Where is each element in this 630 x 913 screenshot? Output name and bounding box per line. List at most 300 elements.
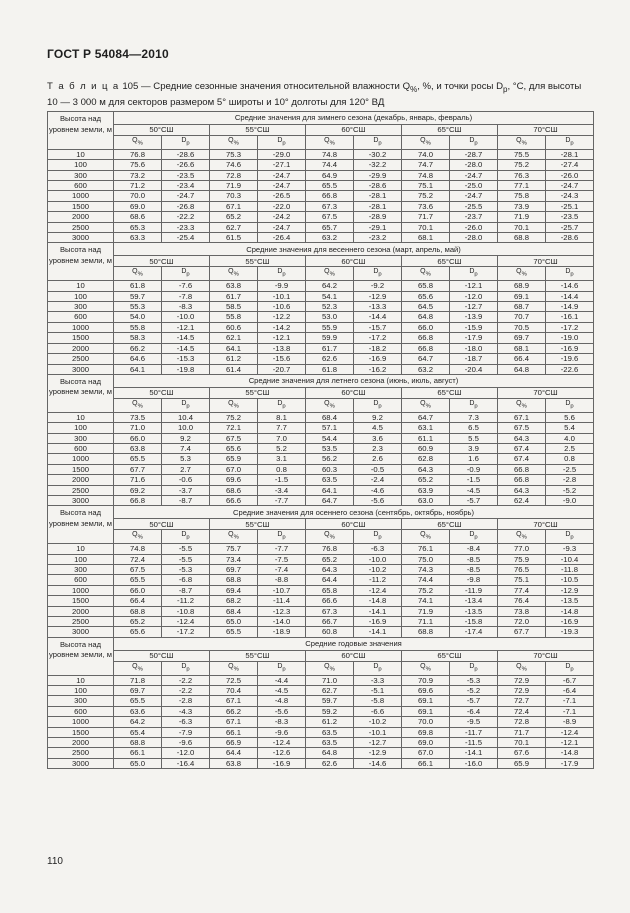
- humidity-cell: 64.4: [210, 748, 258, 758]
- q-subscript: %: [425, 140, 431, 147]
- dewpoint-cell: -23.5: [162, 170, 210, 180]
- dewpoint-cell: -16.9: [258, 758, 306, 768]
- table-row: [48, 575, 594, 585]
- dewpoint-cell: -24.7: [258, 181, 306, 191]
- d-label: D: [181, 268, 187, 276]
- dewpoint-cell: -5.1: [354, 686, 402, 696]
- d-label: D: [181, 662, 187, 670]
- humidity-cell: 64.3: [498, 433, 546, 443]
- humidity-cell: 61.7: [210, 291, 258, 301]
- humidity-cell: 74.1: [402, 596, 450, 606]
- q-label: Q: [228, 662, 234, 670]
- table-row: [48, 212, 594, 222]
- latitude-header: 55°СШ: [210, 256, 306, 267]
- q-subscript: %: [137, 534, 143, 541]
- q-subscript: %: [425, 271, 431, 278]
- humidity-cell: 68.8: [114, 738, 162, 748]
- q-subscript: %: [425, 403, 431, 410]
- humidity-cell: 66.8: [114, 495, 162, 505]
- dewpoint-cell: -12.4: [546, 727, 594, 737]
- document-header: ГОСТ Р 54084—2010: [47, 47, 169, 61]
- table-row: [48, 596, 594, 606]
- q-label: Q: [132, 137, 138, 144]
- d-subscript: p: [186, 140, 190, 147]
- latitude-header: 60°СШ: [306, 256, 402, 267]
- q-column-header: [498, 661, 546, 675]
- latitude-header: 70°СШ: [498, 256, 594, 267]
- q-column-header: [402, 398, 450, 412]
- caption-text-line2: 10 — 3 000 м для секторов размером 5° широты и 10° долготы для 120° ВД: [47, 96, 385, 108]
- table-row: [48, 291, 594, 301]
- season-title: Средние значения для весеннего сезона (март, апрель, май): [114, 243, 594, 256]
- d-subscript: p: [378, 534, 382, 541]
- altitude-cell: 100: [48, 686, 114, 696]
- d-column-header: [546, 398, 594, 412]
- altitude-cell: 10: [48, 412, 114, 422]
- humidity-cell: 69.2: [114, 485, 162, 495]
- dewpoint-cell: 3.6: [354, 433, 402, 443]
- d-label: D: [373, 268, 379, 276]
- dewpoint-cell: -20.4: [450, 364, 498, 374]
- dewpoint-cell: -14.1: [450, 748, 498, 758]
- latitude-row: [48, 387, 594, 398]
- dewpoint-cell: -15.6: [258, 354, 306, 364]
- humidity-cell: 63.5: [306, 727, 354, 737]
- humidity-cell: 72.4: [498, 706, 546, 716]
- q-column-header: [210, 661, 258, 675]
- humidity-cell: 60.3: [306, 464, 354, 474]
- dewpoint-cell: -30.2: [354, 149, 402, 159]
- dewpoint-cell: -14.8: [354, 596, 402, 606]
- humidity-cell: 72.8: [210, 170, 258, 180]
- dewpoint-cell: -2.4: [354, 475, 402, 485]
- dewpoint-cell: 8.1: [258, 412, 306, 422]
- altitude-header: Высота над уровнем земли, м: [48, 243, 114, 281]
- dewpoint-cell: -9.5: [450, 717, 498, 727]
- dewpoint-cell: -12.6: [258, 748, 306, 758]
- q-column-header: [114, 398, 162, 412]
- table-row: [48, 443, 594, 453]
- humidity-cell: 70.1: [498, 738, 546, 748]
- humidity-cell: 75.7: [210, 544, 258, 554]
- humidity-cell: 77.4: [498, 585, 546, 595]
- d-column-header: [450, 267, 498, 281]
- d-subscript: p: [378, 271, 382, 278]
- altitude-cell: 10: [48, 544, 114, 554]
- dewpoint-cell: -12.3: [258, 606, 306, 616]
- d-subscript: p: [474, 140, 478, 147]
- humidity-cell: 69.0: [402, 738, 450, 748]
- dewpoint-cell: -28.0: [450, 233, 498, 243]
- humidity-cell: 65.9: [210, 454, 258, 464]
- dewpoint-cell: -12.9: [354, 291, 402, 301]
- latitude-row: [48, 650, 594, 661]
- q-label: Q: [132, 531, 138, 539]
- table-row: [48, 485, 594, 495]
- humidity-cell: 64.7: [402, 412, 450, 422]
- table-row: [48, 564, 594, 574]
- d-column-header: [546, 530, 594, 544]
- dewpoint-cell: -28.6: [546, 233, 594, 243]
- humidity-cell: 65.5: [114, 575, 162, 585]
- altitude-cell: 600: [48, 706, 114, 716]
- humidity-cell: 72.0: [498, 617, 546, 627]
- altitude-cell: 1500: [48, 333, 114, 343]
- humidity-cell: 74.8: [402, 170, 450, 180]
- humidity-cell: 76.5: [498, 564, 546, 574]
- dewpoint-cell: 3.1: [258, 454, 306, 464]
- dewpoint-cell: -14.2: [258, 322, 306, 332]
- q-subscript: %: [521, 140, 527, 147]
- q-column-header: [210, 136, 258, 150]
- page-number: 110: [47, 856, 63, 867]
- altitude-cell: 1500: [48, 727, 114, 737]
- d-column-header: [258, 398, 306, 412]
- dewpoint-cell: -24.7: [258, 170, 306, 180]
- humidity-cell: 67.1: [498, 412, 546, 422]
- dewpoint-cell: -11.5: [450, 738, 498, 748]
- dewpoint-cell: -12.0: [450, 291, 498, 301]
- latitude-header: 65°СШ: [402, 650, 498, 661]
- humidity-cell: 68.8: [498, 233, 546, 243]
- humidity-cell: 75.2: [498, 160, 546, 170]
- d-subscript: p: [378, 403, 382, 410]
- dewpoint-cell: 3.9: [450, 443, 498, 453]
- dewpoint-cell: -9.2: [354, 281, 402, 291]
- q-subscript: %: [137, 666, 143, 673]
- q-label: Q: [516, 662, 522, 670]
- dewpoint-cell: -14.1: [354, 627, 402, 637]
- dewpoint-cell: -12.2: [258, 312, 306, 322]
- dewpoint-cell: -25.1: [546, 201, 594, 211]
- humidity-cell: 69.1: [498, 291, 546, 301]
- dewpoint-cell: -10.8: [162, 606, 210, 616]
- caption-table-number: 105: [122, 81, 139, 92]
- humidity-cell: 76.8: [114, 149, 162, 159]
- humidity-cell: 65.7: [306, 222, 354, 232]
- dewpoint-cell: 5.4: [546, 423, 594, 433]
- altitude-cell: 100: [48, 291, 114, 301]
- humidity-cell: 69.7: [114, 686, 162, 696]
- dewpoint-cell: -12.4: [162, 617, 210, 627]
- humidity-cell: 63.5: [306, 738, 354, 748]
- q-label: Q: [228, 531, 234, 539]
- humidity-cell: 74.8: [306, 149, 354, 159]
- d-subscript: p: [282, 534, 286, 541]
- d-column-header: [450, 661, 498, 675]
- humidity-cell: 64.8: [306, 748, 354, 758]
- humidity-cell: 62.8: [402, 454, 450, 464]
- table-row: [48, 433, 594, 443]
- d-label: D: [469, 399, 475, 407]
- humidity-cell: 67.7: [498, 627, 546, 637]
- q-column-header: [114, 267, 162, 281]
- dewpoint-cell: -26.8: [162, 201, 210, 211]
- latitude-header: 60°СШ: [306, 125, 402, 136]
- q-column-header: [306, 398, 354, 412]
- dewpoint-cell: -14.0: [258, 617, 306, 627]
- humidity-cell: 61.8: [306, 364, 354, 374]
- d-label: D: [277, 662, 283, 670]
- table-row: [48, 149, 594, 159]
- q-label: Q: [324, 662, 330, 670]
- d-subscript: p: [378, 140, 382, 147]
- altitude-cell: 2000: [48, 738, 114, 748]
- humidity-cell: 68.7: [498, 302, 546, 312]
- humidity-cell: 69.1: [402, 706, 450, 716]
- humidity-cell: 65.2: [306, 554, 354, 564]
- dewpoint-cell: -8.5: [450, 564, 498, 574]
- dewpoint-cell: -5.3: [450, 675, 498, 685]
- d-label: D: [469, 268, 475, 276]
- dewpoint-cell: -14.1: [354, 606, 402, 616]
- humidity-cell: 71.9: [402, 606, 450, 616]
- dewpoint-cell: -15.7: [354, 322, 402, 332]
- humidity-cell: 63.0: [402, 495, 450, 505]
- humidity-cell: 66.4: [498, 354, 546, 364]
- dewpoint-cell: -16.9: [354, 354, 402, 364]
- dewpoint-cell: -15.3: [162, 354, 210, 364]
- altitude-header: Высота над уровнем земли, м: [48, 374, 114, 412]
- table-row: [48, 617, 594, 627]
- humidity-cell: 65.2: [210, 212, 258, 222]
- humidity-cell: 76.8: [306, 544, 354, 554]
- humidity-cell: 65.4: [114, 727, 162, 737]
- dewpoint-cell: -8.5: [450, 554, 498, 564]
- dewpoint-cell: -7.7: [258, 544, 306, 554]
- dewpoint-cell: -24.3: [546, 191, 594, 201]
- dewpoint-cell: -23.5: [546, 212, 594, 222]
- dewpoint-cell: -11.4: [258, 596, 306, 606]
- d-column-header: [162, 530, 210, 544]
- humidity-cell: 64.3: [402, 464, 450, 474]
- q-subscript: %: [521, 271, 527, 278]
- humidity-cell: 61.1: [402, 433, 450, 443]
- humidity-cell: 66.8: [402, 333, 450, 343]
- dewpoint-cell: -11.7: [450, 727, 498, 737]
- d-label: D: [469, 662, 475, 670]
- humidity-cell: 68.4: [210, 606, 258, 616]
- latitude-header: 65°СШ: [402, 125, 498, 136]
- humidity-cell: 63.8: [114, 443, 162, 453]
- dewpoint-cell: -6.4: [546, 686, 594, 696]
- dewpoint-cell: -29.0: [258, 149, 306, 159]
- q-subscript: %: [425, 534, 431, 541]
- dewpoint-cell: -27.4: [546, 160, 594, 170]
- humidity-cell: 70.0: [114, 191, 162, 201]
- dewpoint-cell: -3.4: [258, 485, 306, 495]
- dewpoint-cell: -11.2: [162, 596, 210, 606]
- humidity-cell: 66.1: [114, 748, 162, 758]
- d-label: D: [181, 531, 187, 539]
- dewpoint-cell: -6.4: [450, 706, 498, 716]
- humidity-cell: 64.8: [402, 312, 450, 322]
- humidity-cell: 62.6: [306, 354, 354, 364]
- humidity-cell: 64.6: [114, 354, 162, 364]
- dewpoint-cell: -24.7: [546, 181, 594, 191]
- caption-text-part3: , °С, для высоты: [507, 81, 582, 92]
- q-column-header: [210, 267, 258, 281]
- table-row: [48, 627, 594, 637]
- d-label: D: [373, 662, 379, 670]
- q-subscript: %: [329, 271, 335, 278]
- humidity-cell: 67.1: [210, 201, 258, 211]
- dewpoint-cell: -14.8: [546, 748, 594, 758]
- humidity-cell: 62.7: [210, 222, 258, 232]
- dewpoint-cell: -18.0: [450, 343, 498, 353]
- humidity-cell: 71.1: [402, 617, 450, 627]
- q-column-header: [402, 136, 450, 150]
- altitude-cell: 3000: [48, 758, 114, 768]
- dewpoint-cell: -13.4: [450, 596, 498, 606]
- d-subscript: p: [282, 140, 286, 147]
- dewpoint-cell: 6.5: [450, 423, 498, 433]
- humidity-cell: 52.3: [306, 302, 354, 312]
- altitude-cell: 300: [48, 564, 114, 574]
- humidity-cell: 65.9: [498, 758, 546, 768]
- dewpoint-cell: -23.7: [450, 212, 498, 222]
- dewpoint-cell: -5.2: [546, 485, 594, 495]
- dewpoint-cell: -18.2: [354, 343, 402, 353]
- humidity-cell: 61.7: [306, 343, 354, 353]
- table-row: [48, 706, 594, 716]
- humidity-cell: 71.6: [114, 475, 162, 485]
- humidity-cell: 70.1: [402, 222, 450, 232]
- altitude-header: Высота над уровнем земли, м: [48, 112, 114, 150]
- dewpoint-cell: -13.5: [546, 596, 594, 606]
- table-row: [48, 727, 594, 737]
- humidity-cell: 68.1: [498, 343, 546, 353]
- q-column-header: [306, 661, 354, 675]
- dewpoint-cell: -16.9: [546, 343, 594, 353]
- section-header-row: [48, 374, 594, 387]
- dewpoint-cell: -12.0: [162, 748, 210, 758]
- table-row: [48, 343, 594, 353]
- dewpoint-cell: -10.6: [258, 302, 306, 312]
- d-label: D: [469, 531, 475, 539]
- humidity-cell: 57.1: [306, 423, 354, 433]
- q-label: Q: [420, 399, 426, 407]
- dewpoint-cell: -25.7: [546, 222, 594, 232]
- humidity-cell: 68.4: [306, 412, 354, 422]
- d-column-header: [354, 267, 402, 281]
- d-subscript: p: [282, 403, 286, 410]
- latitude-header: 50°СШ: [114, 650, 210, 661]
- dewpoint-cell: -6.3: [354, 544, 402, 554]
- dewpoint-cell: -17.9: [546, 758, 594, 768]
- dewpoint-cell: 5.6: [546, 412, 594, 422]
- dewpoint-cell: 5.3: [162, 454, 210, 464]
- humidity-cell: 68.8: [402, 627, 450, 637]
- dewpoint-cell: -10.5: [546, 575, 594, 585]
- table-row: [48, 738, 594, 748]
- altitude-cell: 2000: [48, 475, 114, 485]
- table-row: [48, 191, 594, 201]
- d-column-header: [354, 398, 402, 412]
- humidity-cell: 65.5: [114, 696, 162, 706]
- dewpoint-cell: -5.5: [162, 554, 210, 564]
- dewpoint-cell: -28.0: [450, 160, 498, 170]
- humidity-cell: 67.1: [210, 717, 258, 727]
- humidity-cell: 65.5: [114, 454, 162, 464]
- dewpoint-cell: -22.2: [162, 212, 210, 222]
- dewpoint-cell: -4.5: [450, 485, 498, 495]
- table-row: [48, 464, 594, 474]
- dewpoint-cell: -26.6: [162, 160, 210, 170]
- q-subscript: %: [329, 666, 335, 673]
- humidity-cell: 63.2: [306, 233, 354, 243]
- dewpoint-cell: -28.1: [354, 201, 402, 211]
- dewpoint-cell: -5.7: [450, 495, 498, 505]
- humidity-cell: 53.5: [306, 443, 354, 453]
- humidity-cell: 65.6: [402, 291, 450, 301]
- dewpoint-cell: -16.2: [354, 364, 402, 374]
- altitude-cell: 600: [48, 443, 114, 453]
- section-header-row: [48, 243, 594, 256]
- dewpoint-cell: -4.4: [258, 675, 306, 685]
- q-label: Q: [132, 399, 138, 407]
- dewpoint-cell: -12.4: [354, 585, 402, 595]
- table-row: [48, 364, 594, 374]
- humidity-cell: 63.5: [306, 475, 354, 485]
- table-row: [48, 333, 594, 343]
- dewpoint-cell: -9.0: [546, 495, 594, 505]
- dewpoint-cell: -11.9: [450, 585, 498, 595]
- d-column-header: [450, 530, 498, 544]
- dewpoint-cell: -11.2: [354, 575, 402, 585]
- humidity-cell: 69.7: [498, 333, 546, 343]
- q-subscript: %: [521, 534, 527, 541]
- d-subscript: p: [186, 403, 190, 410]
- dewpoint-cell: -10.7: [258, 585, 306, 595]
- humidity-cell: 65.8: [402, 281, 450, 291]
- humidity-cell: 65.5: [210, 627, 258, 637]
- q-subscript: %: [233, 271, 239, 278]
- humidity-cell: 63.8: [210, 281, 258, 291]
- q-label: Q: [228, 137, 234, 144]
- dewpoint-cell: 0.8: [258, 464, 306, 474]
- table-body: [48, 112, 594, 769]
- dewpoint-cell: -6.8: [162, 575, 210, 585]
- humidity-cell: 67.5: [114, 564, 162, 574]
- humidity-cell: 65.2: [402, 475, 450, 485]
- dewpoint-cell: -10.0: [354, 554, 402, 564]
- humidity-cell: 54.1: [306, 291, 354, 301]
- humidity-cell: 71.8: [114, 675, 162, 685]
- latitude-header: 70°СШ: [498, 650, 594, 661]
- dewpoint-cell: -4.8: [258, 696, 306, 706]
- dewpoint-cell: -28.1: [546, 149, 594, 159]
- d-subscript: p: [186, 271, 190, 278]
- dewpoint-cell: 5.5: [450, 433, 498, 443]
- q-column-header: [114, 530, 162, 544]
- d-subscript: p: [186, 534, 190, 541]
- humidity-cell: 63.6: [114, 706, 162, 716]
- q-column-header: [402, 661, 450, 675]
- dewpoint-cell: -8.3: [258, 717, 306, 727]
- humidity-cell: 59.7: [306, 696, 354, 706]
- humidity-cell: 66.2: [210, 706, 258, 716]
- humidity-cell: 75.6: [114, 160, 162, 170]
- table-row: [48, 748, 594, 758]
- q-column-header: [210, 530, 258, 544]
- caption-table-word: Т а б л и ц а: [47, 81, 120, 92]
- dewpoint-cell: -8.4: [450, 544, 498, 554]
- humidity-cell: 68.6: [114, 212, 162, 222]
- q-label: Q: [324, 268, 330, 276]
- humidity-cell: 65.2: [114, 617, 162, 627]
- q-label: Q: [516, 137, 522, 144]
